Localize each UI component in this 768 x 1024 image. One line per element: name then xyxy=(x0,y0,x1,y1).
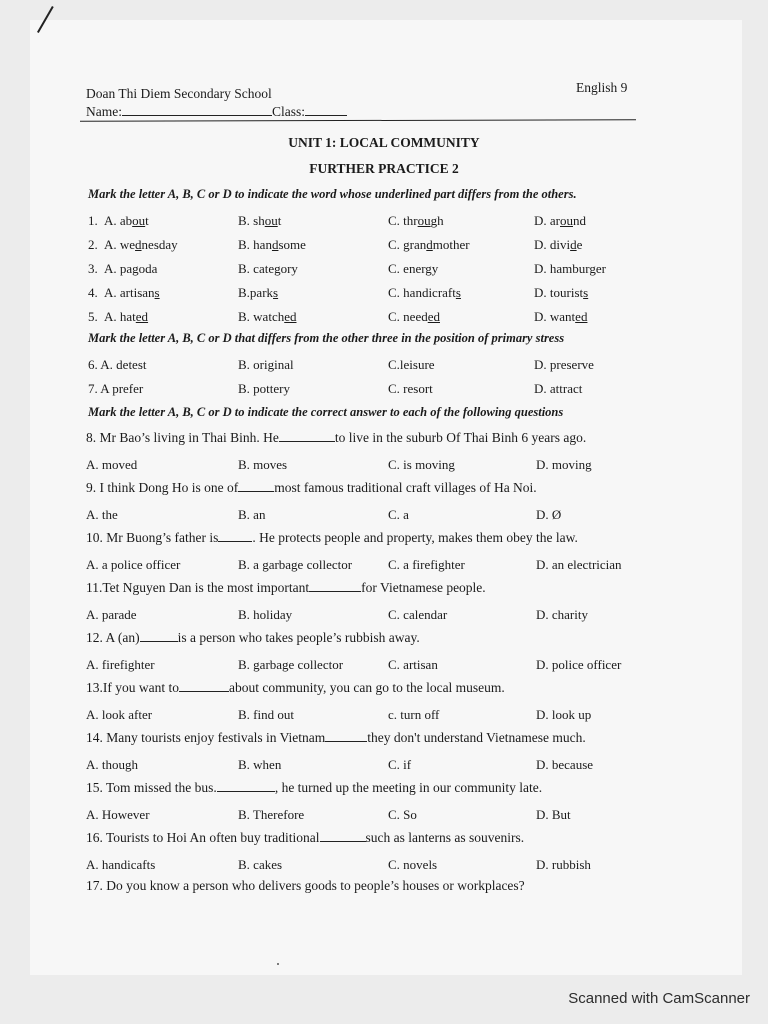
answer-blank xyxy=(279,430,335,442)
question-12-stem: 12. A (an) is a person who takes people’s rubbish away. xyxy=(86,630,420,645)
name-blank xyxy=(122,104,272,116)
question-9-option-c: C. a xyxy=(388,507,409,522)
underlined-part: ou xyxy=(560,213,573,228)
question-4-option-d: D. tourists xyxy=(534,285,589,300)
class-label: Class: xyxy=(272,104,306,119)
question-11-option-c: C. calendar xyxy=(388,607,448,622)
question-16-option-d: D. rubbish xyxy=(536,857,591,872)
question-3-option-a: A. pagoda xyxy=(104,261,158,276)
section-3-instruction: Mark the letter A, B, C or D to indicate the correct answer to each of the following questions xyxy=(88,405,564,419)
question-11-option-d: D. charity xyxy=(536,607,588,622)
answer-blank xyxy=(325,730,367,742)
question-8-option-c: C. is moving xyxy=(388,457,455,472)
section-2-instruction: Mark the letter A, B, C or D that differs from the other three in the position of primary stress xyxy=(88,331,565,345)
question-number: 5. xyxy=(88,309,98,324)
question-15-stem: 15. Tom missed the bus. , he turned up the meeting in our community late. xyxy=(86,780,543,795)
question-11-stem: 11.Tet Nguyen Dan is the most important for Vietnamese people. xyxy=(86,580,486,595)
question-6-option-d: D. preserve xyxy=(534,357,594,372)
question-number: 2. xyxy=(88,237,98,252)
question-15-option-c: C. So xyxy=(388,807,417,822)
question-10-option-c: C. a firefighter xyxy=(388,557,465,572)
underlined-part: ed xyxy=(575,309,588,324)
question-13-option-d: D. look up xyxy=(536,707,592,722)
question-1-option-b: B. shout xyxy=(238,213,282,228)
underlined-part: ed xyxy=(284,309,297,324)
question-14-option-d: D. because xyxy=(536,757,594,772)
question-12-option-b: B. garbage collector xyxy=(238,657,344,672)
underlined-part: d xyxy=(271,237,279,252)
question-15-option-a: A. However xyxy=(86,807,150,822)
question-5-option-a: A. hated xyxy=(104,309,149,324)
question-7-option-d: D. attract xyxy=(534,381,583,396)
question-8-option-b: B. moves xyxy=(238,457,288,472)
question-7-option-b: B. pottery xyxy=(238,381,290,396)
question-12-option-a: A. firefighter xyxy=(86,657,155,672)
question-16-option-b: B. cakes xyxy=(238,857,283,872)
underlined-part: ou xyxy=(417,213,431,228)
question-5-option-b: B. watched xyxy=(238,309,297,324)
question-3-option-c: C. energy xyxy=(388,261,439,276)
question-13-option-c: c. turn off xyxy=(388,707,440,722)
underlined-part: ed xyxy=(427,309,440,324)
question-10-stem: 10. Mr Buong’s father is . He protects people and property, makes them obey the law. xyxy=(86,530,578,545)
question-number: 1. xyxy=(88,213,98,228)
question-11-option-a: A. parade xyxy=(86,607,137,622)
question-16-option-c: C. novels xyxy=(388,857,438,872)
answer-blank xyxy=(217,780,275,792)
underlined-part: s xyxy=(455,285,461,300)
question-3-option-b: B. category xyxy=(238,261,298,276)
question-13-option-b: B. find out xyxy=(238,707,294,722)
question-8-option-d: D. moving xyxy=(536,457,592,472)
class-blank xyxy=(305,104,347,116)
question-2-option-b: B. handsome xyxy=(238,237,306,252)
question-5-option-d: D. wanted xyxy=(534,309,588,324)
underlined-part: s xyxy=(273,285,279,300)
question-4-option-a: A. artisans xyxy=(104,285,160,300)
unit-title: UNIT 1: LOCAL COMMUNITY xyxy=(288,135,480,150)
question-12-option-d: D. police officer xyxy=(536,657,622,672)
underlined-part: ed xyxy=(135,309,149,324)
name-label: Name: xyxy=(86,104,122,119)
question-5-option-c: C. needed xyxy=(388,309,440,324)
practice-title: FURTHER PRACTICE 2 xyxy=(309,161,459,176)
question-9-stem: 9. I think Dong Ho is one of most famous traditional craft villages of Ha Noi. xyxy=(86,480,537,495)
answer-blank xyxy=(179,680,229,692)
underlined-part: ou xyxy=(132,213,146,228)
question-10-option-d: D. an electrician xyxy=(536,557,622,572)
question-10-option-a: A. a police officer xyxy=(86,557,181,572)
question-number: 3. xyxy=(88,261,98,276)
question-17: 17. Do you know a person who delivers goods to people’s houses or workplaces? xyxy=(86,878,525,893)
question-12-option-c: C. artisan xyxy=(388,657,438,672)
question-6-option-c: C.leisure xyxy=(388,357,435,372)
section-1-instruction: Mark the letter A, B, C or D to indicate the word whose underlined part differs from the others. xyxy=(88,187,577,201)
question-4-option-b: B.parks xyxy=(238,285,279,300)
camscanner-watermark: Scanned with CamScanner xyxy=(568,990,750,1007)
school-name: Doan Thi Diem Secondary School xyxy=(86,86,272,101)
question-15-option-d: D. But xyxy=(536,807,571,822)
question-7-option-c: C. resort xyxy=(388,381,433,396)
scan-speck xyxy=(277,963,279,965)
underlined-part: d xyxy=(570,237,577,252)
question-1-option-c: C. through xyxy=(388,213,444,228)
question-13-option-a: A. look after xyxy=(86,707,153,722)
question-14-option-c: C. if xyxy=(388,757,412,772)
question-13-stem: 13.If you want to about community, you can go to the local museum. xyxy=(86,680,505,695)
underlined-part: d xyxy=(426,237,433,252)
question-2-option-d: D. divide xyxy=(534,237,583,252)
question-11-option-b: B. holiday xyxy=(238,607,293,622)
question-8-stem: 8. Mr Bao’s living in Thai Binh. He to live in the suburb Of Thai Binh 6 years ago. xyxy=(86,430,587,445)
question-number: 4. xyxy=(88,285,98,300)
underlined-part: ou xyxy=(264,213,278,228)
question-6-option-a: 6. A. detest xyxy=(88,357,147,372)
underlined-part: d xyxy=(135,237,142,252)
underlined-part: s xyxy=(154,285,160,300)
answer-blank xyxy=(140,630,178,642)
question-1-option-d: D. around xyxy=(534,213,586,228)
question-10-option-b: B. a garbage collector xyxy=(238,557,353,572)
answer-blank xyxy=(309,580,361,592)
question-4-option-c: C. handicrafts xyxy=(388,285,461,300)
question-9-option-a: A. the xyxy=(86,507,118,522)
question-8-option-a: A. moved xyxy=(86,457,138,472)
question-2-option-c: C. grandmother xyxy=(388,237,470,252)
question-7-option-a: 7. A prefer xyxy=(88,381,144,396)
question-15-option-b: B. Therefore xyxy=(238,807,305,822)
answer-blank xyxy=(218,530,252,542)
question-16-option-a: A. handicafts xyxy=(86,857,156,872)
question-14-option-a: A. though xyxy=(86,757,138,772)
question-14-stem: 14. Many tourists enjoy festivals in Vietnam they don't understand Vietnamese much. xyxy=(86,730,586,745)
question-9-option-d: D. Ø xyxy=(536,507,562,522)
subject-label: English 9 xyxy=(576,80,628,95)
question-14-option-b: B. when xyxy=(238,757,282,772)
question-9-option-b: B. an xyxy=(238,507,266,522)
question-6-option-b: B. original xyxy=(238,357,294,372)
question-3-option-d: D. hamburger xyxy=(534,261,606,276)
answer-blank xyxy=(320,830,366,842)
question-2-option-a: A. wednesday xyxy=(104,237,178,252)
answer-blank xyxy=(238,480,274,492)
question-16-stem: 16. Tourists to Hoi An often buy traditional such as lanterns as souvenirs. xyxy=(86,830,525,845)
name-class-row xyxy=(86,104,636,120)
question-1-option-a: A. about xyxy=(104,213,149,228)
underlined-part: s xyxy=(583,285,589,300)
